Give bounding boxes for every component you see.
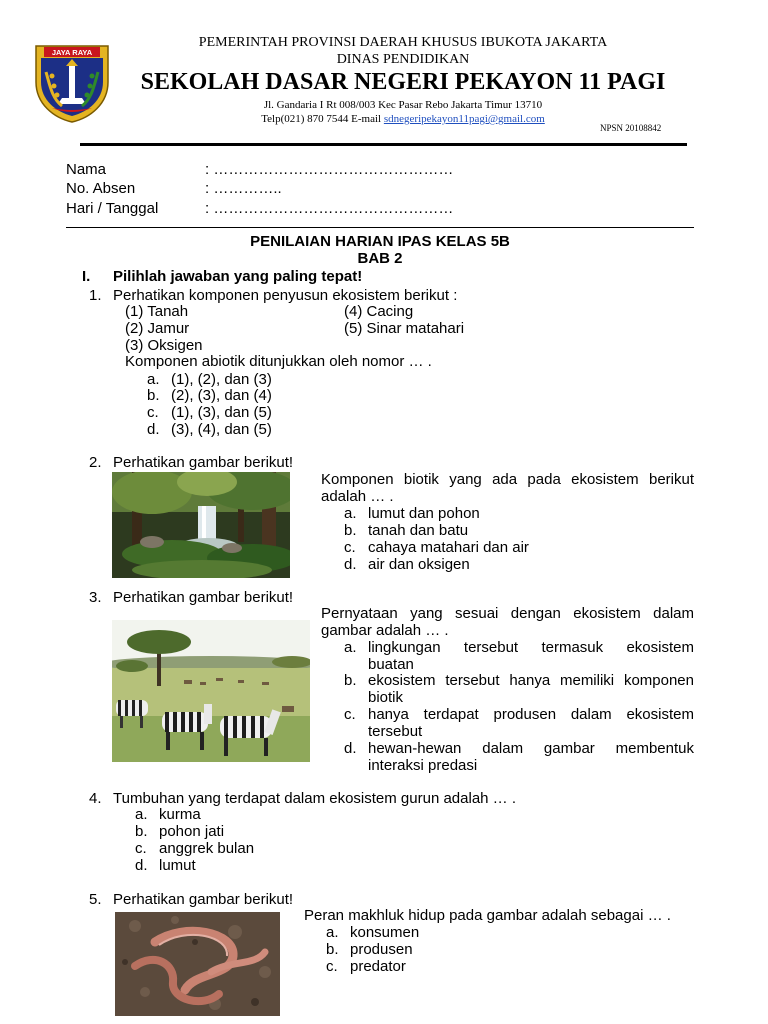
q1-option-a-letter: a. <box>147 371 160 388</box>
q4-option-a[interactable]: kurma <box>159 806 201 823</box>
q1-item-4: (4) Cacing <box>344 303 414 320</box>
q3-option-a[interactable]: lingkungan tersebut termasuk ekosistem <box>368 639 694 656</box>
q2-option-c-letter: c. <box>344 539 356 556</box>
q2-option-a[interactable]: lumut dan pohon <box>368 505 480 522</box>
q3-option-d-letter: d. <box>344 740 357 757</box>
q1-option-a[interactable]: (1), (2), dan (3) <box>171 371 272 388</box>
q5-option-c[interactable]: predator <box>350 958 406 975</box>
q3-number: 3. <box>89 589 102 606</box>
q1-question: Komponen abiotik ditunjukkan oleh nomor … . <box>125 353 432 370</box>
section-number: I. <box>82 268 91 285</box>
q3-option-c-letter: c. <box>344 706 356 723</box>
government-line: PEMERINTAH PROVINSI DAERAH KHUSUS IBUKOTA JAKARTA <box>198 35 608 50</box>
q1-option-c[interactable]: (1), (3), dan (5) <box>171 404 272 421</box>
q2-option-d[interactable]: air dan oksigen <box>368 556 470 573</box>
q5-option-a-letter: a. <box>326 924 339 941</box>
q2-option-a-letter: a. <box>344 505 357 522</box>
q1-stem: Perhatikan komponen penyusun ekosistem berikut : <box>113 287 458 304</box>
q1-option-c-letter: c. <box>147 404 159 421</box>
q5-stem: Perhatikan gambar berikut! <box>113 891 294 908</box>
q3-option-b-cont: biotik <box>368 689 404 706</box>
q4-stem: Tumbuhan yang terdapat dalam ekosistem gurun adalah … . <box>113 790 517 807</box>
q5-question: Peran makhluk hidup pada gambar adalah sebagai … . <box>304 907 671 924</box>
logo-lettering: JAYA RAYA <box>51 48 93 57</box>
q5-option-b[interactable]: produsen <box>350 941 413 958</box>
q5-option-a[interactable]: konsumen <box>350 924 420 941</box>
identity-date-label: Hari / Tanggal <box>66 200 159 217</box>
school-logo <box>32 42 112 124</box>
q3-option-a-letter: a. <box>344 639 357 656</box>
q3-option-b[interactable]: ekosistem tersebut hanya memiliki komponen <box>368 672 694 689</box>
q2-waterfall-photo <box>112 472 290 578</box>
q3-option-a-cont: buatan <box>368 656 414 673</box>
q3-savanna-photo <box>112 620 310 762</box>
q1-option-d-letter: d. <box>147 421 160 438</box>
letterhead <box>120 34 686 126</box>
identity-divider <box>66 227 694 228</box>
q3-question-line1: Pernyataan yang sesuai dengan ekosistem dalam <box>321 605 694 622</box>
section-instruction: Pilihlah jawaban yang paling tepat! <box>113 268 363 285</box>
identity-date-field[interactable]: : ………………………………………… <box>205 200 454 217</box>
q4-option-d-letter: d. <box>135 857 148 874</box>
q5-option-c-letter: c. <box>326 958 338 975</box>
q2-question-line1: Komponen biotik yang ada pada ekosistem berikut <box>321 471 694 488</box>
q1-item-5: (5) Sinar matahari <box>344 320 465 337</box>
q3-question-line2: gambar adalah … . <box>321 622 449 639</box>
q2-stem: Perhatikan gambar berikut! <box>113 454 294 471</box>
q4-option-a-letter: a. <box>135 806 148 823</box>
q3-option-c-cont: tersebut <box>368 723 423 740</box>
q1-option-d[interactable]: (3), (4), dan (5) <box>171 421 272 438</box>
identity-name-field[interactable]: : ………………………………………… <box>205 161 454 178</box>
q4-number: 4. <box>89 790 102 807</box>
q2-question-line2: adalah … . <box>321 488 394 505</box>
phone-text: Telp(021) 870 7544 E-mail <box>261 113 384 125</box>
q4-option-d[interactable]: lumut <box>159 857 196 874</box>
school-name: SEKOLAH DASAR NEGERI PEKAYON 11 PAGI <box>140 69 666 95</box>
q5-option-b-letter: b. <box>326 941 339 958</box>
q3-option-d-cont: interaksi predasi <box>368 757 478 774</box>
q2-option-d-letter: d. <box>344 556 357 573</box>
header-divider <box>80 143 687 146</box>
email-link[interactable]: sdnegeripekayon11pagi@gmail.com <box>383 113 545 125</box>
npsn-label: NPSN 20108842 <box>600 123 662 133</box>
q1-item-3: (3) Oksigen <box>125 337 203 354</box>
q3-option-d[interactable]: hewan-hewan dalam gambar membentuk <box>368 740 694 757</box>
identity-absen-label: No. Absen <box>66 180 136 197</box>
school-address: Jl. Gandaria I Rt 008/003 Kec Pasar Rebo Jakarta Timur 13710 <box>263 99 543 111</box>
identity-absen-field[interactable]: : ………….. <box>205 180 282 197</box>
q5-earthworm-photo <box>115 912 280 1016</box>
q2-option-b[interactable]: tanah dan batu <box>368 522 469 539</box>
exam-chapter: BAB 2 <box>357 250 403 267</box>
q4-option-c[interactable]: anggrek bulan <box>159 840 255 857</box>
identity-name-label: Nama <box>66 161 107 178</box>
department-line: DINAS PENDIDIKAN <box>336 52 470 67</box>
q5-number: 5. <box>89 891 102 908</box>
q2-number: 2. <box>89 454 102 471</box>
q3-option-b-letter: b. <box>344 672 357 689</box>
q1-number: 1. <box>89 287 102 304</box>
q1-item-1: (1) Tanah <box>125 303 189 320</box>
q1-item-2: (2) Jamur <box>125 320 190 337</box>
q2-option-b-letter: b. <box>344 522 357 539</box>
q1-option-b-letter: b. <box>147 387 160 404</box>
q3-stem: Perhatikan gambar berikut! <box>113 589 294 606</box>
q4-option-b-letter: b. <box>135 823 148 840</box>
q3-option-c[interactable]: hanya terdapat produsen dalam ekosistem <box>368 706 694 723</box>
q4-option-c-letter: c. <box>135 840 147 857</box>
q1-option-b[interactable]: (2), (3), dan (4) <box>171 387 272 404</box>
q2-option-c[interactable]: cahaya matahari dan air <box>368 539 529 556</box>
q4-option-b[interactable]: pohon jati <box>159 823 225 840</box>
exam-title: PENILAIAN HARIAN IPAS KELAS 5B <box>250 233 510 250</box>
